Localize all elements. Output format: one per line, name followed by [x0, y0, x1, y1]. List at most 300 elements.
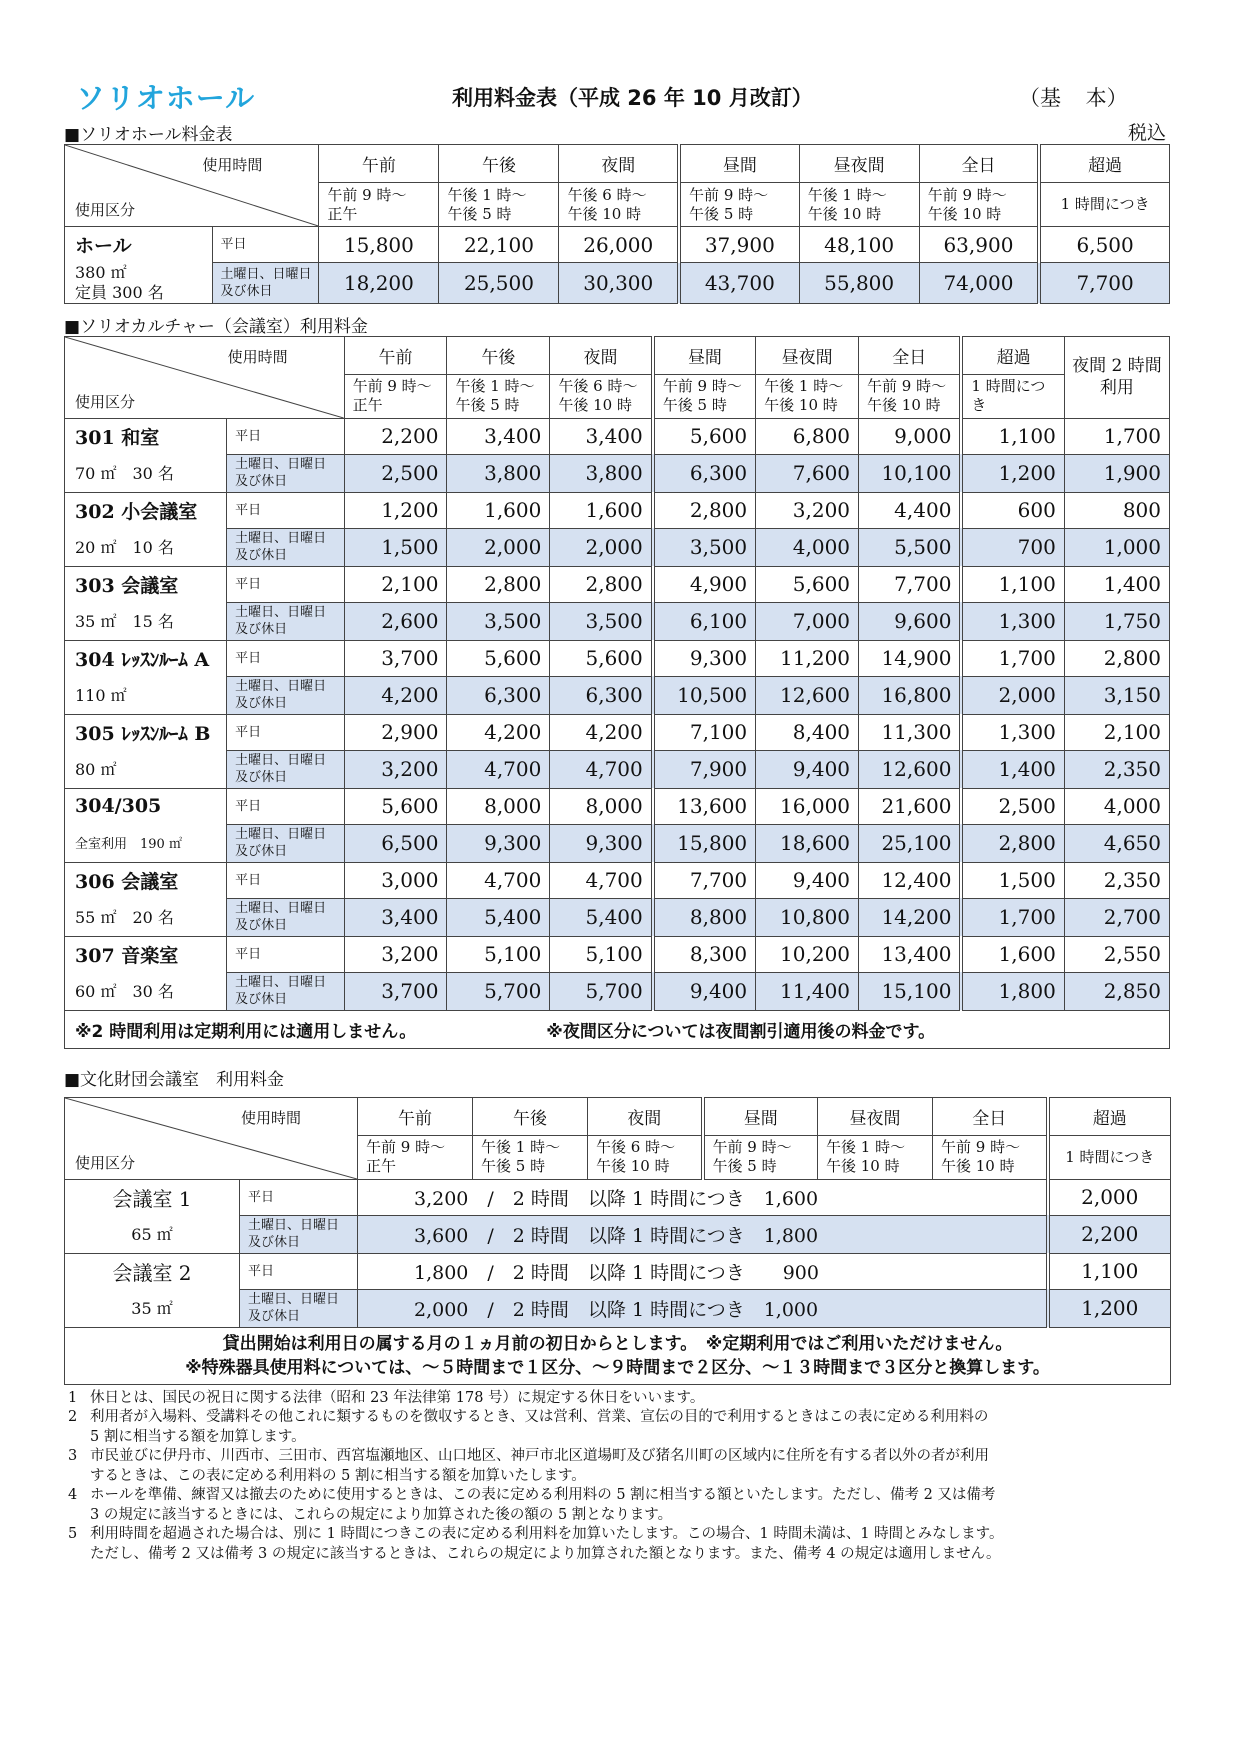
weekday-rate: 1,100: [961, 566, 1064, 602]
hall-rate-table: [64, 144, 1170, 304]
column-header: 午前: [358, 1097, 473, 1135]
column-time-range: 午前 9 時〜 午後 5 時: [653, 374, 756, 418]
two-hour-note: ※2 時間利用は定期利用には適用しません。: [75, 1021, 417, 1042]
column-time-range: 午前 9 時〜 午後 10 時: [919, 183, 1039, 227]
usage-category-label: 使用区分: [75, 392, 136, 411]
table-row: [65, 454, 1170, 492]
remark-text: 利用時間を超過された場合は、別に 1 時間につきこの表に定める利用料を加算いたします。この場合、1 時間未満は、1 時間とみなします。 ただし、備考 2 又は備考 3 の規定に該当するときは、これらの規定により加算された額となります。また、備考 4 の規定は適用しません。: [90, 1526, 1004, 1562]
weekend-rate: 1,400: [961, 750, 1064, 788]
weekend-rate: 10,800: [756, 898, 859, 936]
remark-item: [64, 1525, 1170, 1564]
weekend-rate: 9,300: [550, 824, 653, 862]
remark-number: 2: [68, 1409, 78, 1425]
room-area: 65 ㎡: [65, 1215, 240, 1253]
weekday-rate: 11,300: [859, 714, 962, 750]
foundation-rate-table: [64, 1097, 1171, 1385]
weekday-rate: 3,200: [756, 492, 859, 528]
column-time-range: 午前 9 時〜 午後 5 時: [679, 183, 799, 227]
weekend-rate: 18,600: [756, 824, 859, 862]
weekday-rate: 2,800: [447, 566, 550, 602]
weekday-rate: 8,000: [447, 788, 550, 824]
weekday-label: 平日: [227, 640, 344, 676]
table-row: [65, 898, 1170, 936]
weekend-rate: 3,500: [550, 602, 653, 640]
weekday-label: 平日: [227, 862, 344, 898]
room-name: 会議室 1: [65, 1179, 240, 1215]
weekend-rate: 1,300: [961, 602, 1064, 640]
weekday-label: 平日: [240, 1179, 358, 1215]
weekend-rate: 1,900: [1064, 454, 1169, 492]
weekday-rate: 4,900: [653, 566, 756, 602]
table-row: [65, 602, 1170, 640]
weekday-rate: 37,900: [679, 227, 799, 263]
weekday-rate: 13,400: [859, 936, 962, 972]
room-name: 304/305: [65, 788, 227, 824]
column-time-range: 午後 6 時〜 午後 10 時: [559, 183, 679, 227]
weekend-rate: 5,400: [550, 898, 653, 936]
weekend-label: 土曜日、日曜日 及び休日: [240, 1215, 358, 1253]
weekday-label: 平日: [227, 566, 344, 602]
remark-number: 3: [68, 1448, 78, 1464]
column-time-range: 1 時間につき: [1048, 1135, 1171, 1179]
weekend-rate: 18,200: [319, 263, 439, 304]
weekend-rate: 6,100: [653, 602, 756, 640]
room-capacity: 110 ㎡: [65, 676, 227, 714]
column-time-range: 午前 9 時〜 午後 10 時: [933, 1135, 1048, 1179]
column-time-range: 午後 1 時〜 午後 5 時: [439, 183, 559, 227]
room-capacity: 80 ㎡: [65, 750, 227, 788]
table-row: [65, 1215, 1171, 1253]
remark-text: ホールを準備、練習又は撤去のために使用するときは、この表に定める利用料の 5 割に相当する額といたします。ただし、備考 2 又は備考 3 の規定に該当するときには、これらの規定により加算された後の額の 5 割となります。: [90, 1487, 996, 1523]
weekday-rate: 2,800: [550, 566, 653, 602]
weekday-rate: 2,100: [1064, 714, 1169, 750]
weekend-excess-rate: 2,200: [1048, 1215, 1171, 1253]
weekend-rate: 5,500: [859, 528, 962, 566]
document-title: 利用料金表（平成 26 年 10 月改訂）: [452, 86, 813, 110]
weekend-rate: 6,300: [550, 676, 653, 714]
table-row: [65, 528, 1170, 566]
weekend-rate: 7,600: [756, 454, 859, 492]
weekend-rate: 15,100: [859, 972, 962, 1010]
weekday-rate: 14,900: [859, 640, 962, 676]
weekday-rate: 4,200: [550, 714, 653, 750]
weekday-rate: 600: [961, 492, 1064, 528]
weekend-rate: 1,700: [961, 898, 1064, 936]
table-row: [65, 1179, 1171, 1215]
weekday-rate: 3,200: [344, 936, 447, 972]
column-header: 昼夜間: [756, 336, 859, 374]
room-capacity: 20 ㎡ 10 名: [65, 528, 227, 566]
weekday-rate: 1,700: [961, 640, 1064, 676]
column-time-range: 午前 9 時〜 午後 10 時: [859, 374, 962, 418]
weekday-rate: 4,700: [550, 862, 653, 898]
weekend-rate: 3,400: [344, 898, 447, 936]
weekday-label: 平日: [227, 492, 344, 528]
table-row: [65, 227, 1170, 263]
table-row: [65, 1253, 1171, 1289]
weekend-rate: 2,600: [344, 602, 447, 640]
weekend-rate: 3,500: [447, 602, 550, 640]
usage-category-label: 使用区分: [75, 1153, 136, 1172]
weekday-rate: 9,000: [859, 418, 962, 454]
weekend-excess-rate: 1,200: [1048, 1289, 1171, 1327]
table-row: [65, 640, 1170, 676]
culture-rate-table: [64, 336, 1170, 1049]
weekday-rate: 7,700: [859, 566, 962, 602]
weekend-rate: 43,700: [679, 263, 799, 304]
document-header: [64, 68, 1170, 118]
column-header: 全日: [919, 145, 1039, 183]
column-header: 昼間: [679, 145, 799, 183]
table-row: [65, 788, 1170, 824]
weekend-rate: 16,800: [859, 676, 962, 714]
weekend-label: 土曜日、日曜日 及び休日: [212, 263, 319, 304]
room-capacity: 70 ㎡ 30 名: [65, 454, 227, 492]
weekend-rate: 4,200: [344, 676, 447, 714]
weekend-rate: 4,700: [550, 750, 653, 788]
tax-included-label: 税込: [1127, 122, 1166, 144]
weekday-rate: 5,600: [653, 418, 756, 454]
remarks-list: [64, 1389, 1170, 1565]
weekday-rate: 2,550: [1064, 936, 1169, 972]
weekend-rate: 2,700: [1064, 898, 1169, 936]
weekday-label: 平日: [227, 714, 344, 750]
weekday-rate: 800: [1064, 492, 1169, 528]
weekday-rate: 8,400: [756, 714, 859, 750]
weekday-rate: 9,300: [653, 640, 756, 676]
weekday-rate: 2,900: [344, 714, 447, 750]
weekday-rate: 1,600: [961, 936, 1064, 972]
column-header: 昼間: [653, 336, 756, 374]
document-type: （基 本）: [1019, 86, 1128, 110]
column-time-range: 午後 1 時〜 午後 10 時: [799, 183, 919, 227]
weekend-rate: 11,400: [756, 972, 859, 1010]
weekend-rate: 25,500: [439, 263, 559, 304]
weekend-rate: 4,000: [756, 528, 859, 566]
weekend-rate: 3,200: [344, 750, 447, 788]
weekday-rate: 4,400: [859, 492, 962, 528]
weekday-rate: 3,000: [344, 862, 447, 898]
weekday-rate: 5,100: [447, 936, 550, 972]
room-capacity: 60 ㎡ 30 名: [65, 972, 227, 1010]
room-capacity: 35 ㎡ 15 名: [65, 602, 227, 640]
usage-time-label: 使用時間: [227, 347, 288, 366]
column-time-range: 午前 9 時〜 午後 5 時: [703, 1135, 818, 1179]
weekday-rate: 1,700: [1064, 418, 1169, 454]
weekend-rate: 25,100: [859, 824, 962, 862]
column-header: 昼夜間: [818, 1097, 933, 1135]
column-time-range: 午前 9 時〜 正午: [319, 183, 439, 227]
weekend-rate: 9,300: [447, 824, 550, 862]
column-header: 超過: [1048, 1097, 1171, 1135]
weekend-rate: 8,800: [653, 898, 756, 936]
weekend-rate: 5,400: [447, 898, 550, 936]
room-name: 305 ﾚｯｽﾝﾙｰﾑ B: [65, 714, 227, 750]
weekday-rate: 3,400: [550, 418, 653, 454]
column-header: 全日: [859, 336, 962, 374]
weekday-rate: 7,100: [653, 714, 756, 750]
weekend-rate: 2,500: [344, 454, 447, 492]
weekday-rate: 1,100: [961, 418, 1064, 454]
column-header: 全日: [933, 1097, 1048, 1135]
weekday-rate-text: 3,200 / 2 時間 以降 1 時間につき 1,600: [358, 1179, 1048, 1215]
weekday-excess-rate: 1,100: [1048, 1253, 1171, 1289]
column-time-range: 午後 1 時〜 午後 5 時: [473, 1135, 588, 1179]
remark-number: 1: [68, 1389, 78, 1406]
weekend-rate: 10,500: [653, 676, 756, 714]
weekend-rate: 700: [961, 528, 1064, 566]
room-name: 302 小会議室: [65, 492, 227, 528]
weekday-rate: 2,350: [1064, 862, 1169, 898]
column-header: 午前: [319, 145, 439, 183]
remark-text: 利用者が入場料、受講料その他これに類するものを徴収するとき、又は営利、営業、宣伝の目的で利用するときはこの表に定める利用料の 5 割に相当する額を加算します。: [90, 1409, 989, 1445]
weekend-rate: 2,000: [550, 528, 653, 566]
weekday-rate: 48,100: [799, 227, 919, 263]
table-row: [65, 972, 1170, 1010]
room-name: 306 会議室: [65, 862, 227, 898]
weekday-rate: 15,800: [319, 227, 439, 263]
culture-notes: [65, 1010, 1170, 1048]
weekend-label: 土曜日、日曜日 及び休日: [227, 528, 344, 566]
column-header: 午前: [344, 336, 447, 374]
weekend-label: 土曜日、日曜日 及び休日: [227, 676, 344, 714]
column-header: 午後: [439, 145, 559, 183]
weekday-rate: 8,000: [550, 788, 653, 824]
weekday-rate: 21,600: [859, 788, 962, 824]
weekend-label: 土曜日、日曜日 及び休日: [227, 454, 344, 492]
weekday-rate: 63,900: [919, 227, 1039, 263]
table-row: [65, 862, 1170, 898]
header-diagonal-cell: [65, 336, 345, 418]
weekday-rate: 1,600: [447, 492, 550, 528]
room-capacity: 55 ㎡ 20 名: [65, 898, 227, 936]
weekday-label: 平日: [240, 1253, 358, 1289]
rate-sheet: [64, 68, 1170, 1564]
weekend-rate: 1,800: [961, 972, 1064, 1010]
weekend-rate: 12,600: [756, 676, 859, 714]
room-capacity: 380 ㎡ 定員 300 名: [65, 263, 213, 304]
foundation-section-title: ■文化財団会議室 利用料金: [64, 1069, 285, 1090]
usage-category-label: 使用区分: [75, 201, 136, 219]
column-header: 夜間: [559, 145, 679, 183]
weekend-rate: 1,200: [961, 454, 1064, 492]
weekday-rate: 3,400: [447, 418, 550, 454]
weekend-rate: 74,000: [919, 263, 1039, 304]
remark-number: 4: [68, 1487, 78, 1503]
column-header: 超過: [1039, 145, 1169, 183]
weekend-rate: 2,800: [961, 824, 1064, 862]
weekday-rate: 7,700: [653, 862, 756, 898]
column-time-range: 1 時間につき: [1039, 183, 1169, 227]
weekend-rate: 2,350: [1064, 750, 1169, 788]
weekend-rate: 6,300: [447, 676, 550, 714]
weekday-label: 平日: [227, 936, 344, 972]
column-header: 夜間 2 時間 利用: [1064, 336, 1169, 418]
column-time-range: 午後 1 時〜 午後 5 時: [447, 374, 550, 418]
remark-text: 休日とは、国民の祝日に関する法律（昭和 23 年法律第 178 号）に規定する休日をいいます。: [90, 1389, 705, 1406]
weekend-rate: 9,600: [859, 602, 962, 640]
weekday-rate: 1,600: [550, 492, 653, 528]
weekend-rate: 55,800: [799, 263, 919, 304]
column-header: 夜間: [588, 1097, 703, 1135]
weekday-rate: 1,400: [1064, 566, 1169, 602]
remark-item: [64, 1486, 1170, 1525]
weekday-label: 平日: [227, 418, 344, 454]
room-name: 304 ﾚｯｽﾝﾙｰﾑ A: [65, 640, 227, 676]
weekday-rate: 16,000: [756, 788, 859, 824]
weekday-rate: 2,800: [1064, 640, 1169, 676]
weekday-rate: 4,000: [1064, 788, 1169, 824]
weekend-rate: 14,200: [859, 898, 962, 936]
weekend-rate: 4,700: [447, 750, 550, 788]
table-row: [65, 1289, 1171, 1327]
night-discount-note: ※夜間区分については夜間割引適用後の料金です。: [546, 1021, 936, 1042]
table-row: [65, 676, 1170, 714]
column-time-range: 午前 9 時〜 正午: [344, 374, 447, 418]
weekday-rate: 9,400: [756, 862, 859, 898]
weekday-excess-rate: 2,000: [1048, 1179, 1171, 1215]
weekday-label: 平日: [227, 788, 344, 824]
weekend-rate-text: 3,600 / 2 時間 以降 1 時間につき 1,800: [358, 1215, 1048, 1253]
weekend-label: 土曜日、日曜日 及び休日: [227, 972, 344, 1010]
weekday-rate: 5,600: [756, 566, 859, 602]
weekend-rate-text: 2,000 / 2 時間 以降 1 時間につき 1,000: [358, 1289, 1048, 1327]
weekday-rate: 1,500: [961, 862, 1064, 898]
table-row: [65, 492, 1170, 528]
weekday-rate: 2,100: [344, 566, 447, 602]
weekday-rate: 1,300: [961, 714, 1064, 750]
column-header: 午後: [447, 336, 550, 374]
column-time-range: 1 時間につ き: [961, 374, 1064, 418]
column-header: 昼夜間: [799, 145, 919, 183]
column-time-range: 午後 6 時〜 午後 10 時: [550, 374, 653, 418]
room-name: 303 会議室: [65, 566, 227, 602]
remark-item: [64, 1408, 1170, 1447]
culture-section-title: ■ソリオカルチャー（会議室）利用料金: [64, 316, 368, 337]
weekend-rate: 1,000: [1064, 528, 1169, 566]
column-time-range: 午後 1 時〜 午後 10 時: [756, 374, 859, 418]
weekday-rate: 1,200: [344, 492, 447, 528]
weekend-rate: 3,700: [344, 972, 447, 1010]
solio-hall-logo: ソリオホール: [76, 81, 256, 115]
table-row: [65, 263, 1170, 304]
weekend-rate: 7,700: [1039, 263, 1169, 304]
column-header: 昼間: [703, 1097, 818, 1135]
table-row: [65, 566, 1170, 602]
weekend-label: 土曜日、日曜日 及び休日: [240, 1289, 358, 1327]
weekday-rate: 13,600: [653, 788, 756, 824]
remark-item: [64, 1389, 1170, 1409]
weekend-rate: 7,900: [653, 750, 756, 788]
room-name: 307 音楽室: [65, 936, 227, 972]
table-row: [65, 750, 1170, 788]
weekend-rate: 7,000: [756, 602, 859, 640]
remark-item: [64, 1447, 1170, 1486]
weekend-label: 土曜日、日曜日 及び休日: [227, 898, 344, 936]
weekend-rate: 1,500: [344, 528, 447, 566]
weekend-rate: 3,500: [653, 528, 756, 566]
weekday-rate: 5,100: [550, 936, 653, 972]
weekday-rate: 3,700: [344, 640, 447, 676]
weekend-label: 土曜日、日曜日 及び休日: [227, 824, 344, 862]
usage-time-label: 使用時間: [202, 156, 263, 174]
weekday-rate: 2,800: [653, 492, 756, 528]
room-capacity: 全室利用 190 ㎡: [65, 824, 227, 862]
weekday-rate: 2,500: [961, 788, 1064, 824]
weekday-rate-text: 1,800 / 2 時間 以降 1 時間につき 900: [358, 1253, 1048, 1289]
remark-text: 市民並びに伊丹市、川西市、三田市、西宮塩瀬地区、山口地区、神戸市北区道場町及び猪名川町の区域内に住所を有する者以外の者が利用 するときは、この表に定める利用料の 5 割に相当する額を加算いたします。: [90, 1448, 989, 1484]
weekend-rate: 3,150: [1064, 676, 1169, 714]
weekend-rate: 2,850: [1064, 972, 1169, 1010]
table-row: [65, 824, 1170, 862]
weekday-rate: 2,200: [344, 418, 447, 454]
weekend-rate: 10,100: [859, 454, 962, 492]
column-time-range: 午後 6 時〜 午後 10 時: [588, 1135, 703, 1179]
weekday-label: 平日: [212, 227, 319, 263]
weekend-rate: 6,300: [653, 454, 756, 492]
weekday-rate: 5,600: [344, 788, 447, 824]
table-row: [65, 418, 1170, 454]
header-diagonal-cell: [65, 145, 319, 227]
weekend-rate: 5,700: [447, 972, 550, 1010]
weekday-rate: 22,100: [439, 227, 559, 263]
header-diagonal-cell: [65, 1097, 358, 1179]
room-name: ホール: [65, 227, 213, 263]
hall-section-title: ■ソリオホール料金表: [64, 125, 233, 145]
weekday-rate: 4,200: [447, 714, 550, 750]
weekday-rate: 4,700: [447, 862, 550, 898]
weekday-rate: 26,000: [559, 227, 679, 263]
column-time-range: 午後 1 時〜 午後 10 時: [818, 1135, 933, 1179]
weekend-label: 土曜日、日曜日 及び休日: [227, 602, 344, 640]
weekday-rate: 5,600: [447, 640, 550, 676]
column-header: 超過: [961, 336, 1064, 374]
weekend-rate: 3,800: [550, 454, 653, 492]
table-row: [65, 714, 1170, 750]
weekend-rate: 9,400: [653, 972, 756, 1010]
weekend-rate: 5,700: [550, 972, 653, 1010]
weekday-rate: 5,600: [550, 640, 653, 676]
weekday-rate: 8,300: [653, 936, 756, 972]
weekend-rate: 15,800: [653, 824, 756, 862]
column-header: 夜間: [550, 336, 653, 374]
weekend-rate: 1,750: [1064, 602, 1169, 640]
weekend-rate: 2,000: [961, 676, 1064, 714]
room-name: 301 和室: [65, 418, 227, 454]
table-row: [65, 936, 1170, 972]
column-header: 午後: [473, 1097, 588, 1135]
weekend-rate: 12,600: [859, 750, 962, 788]
weekday-rate: 12,400: [859, 862, 962, 898]
weekday-rate: 6,800: [756, 418, 859, 454]
weekday-rate: 6,500: [1039, 227, 1169, 263]
room-name: 会議室 2: [65, 1253, 240, 1289]
remark-number: 5: [68, 1526, 78, 1542]
column-time-range: 午前 9 時〜 正午: [358, 1135, 473, 1179]
weekend-rate: 3,800: [447, 454, 550, 492]
weekend-rate: 9,400: [756, 750, 859, 788]
weekend-label: 土曜日、日曜日 及び休日: [227, 750, 344, 788]
weekday-rate: 11,200: [756, 640, 859, 676]
weekday-rate: 10,200: [756, 936, 859, 972]
weekend-rate: 2,000: [447, 528, 550, 566]
weekend-rate: 4,650: [1064, 824, 1169, 862]
room-area: 35 ㎡: [65, 1289, 240, 1327]
usage-time-label: 使用時間: [240, 1108, 301, 1127]
rental-notes: 貸出開始は利用日の属する月の１ヵ月前の初日からとします。 ※定期利用ではご利用いただけません。 ※特殊器具使用料については、～５時間まで１区分、～９時間まで２区分、～１３時間まで３区分と換算します。: [65, 1327, 1171, 1384]
weekend-rate: 30,300: [559, 263, 679, 304]
weekend-rate: 6,500: [344, 824, 447, 862]
